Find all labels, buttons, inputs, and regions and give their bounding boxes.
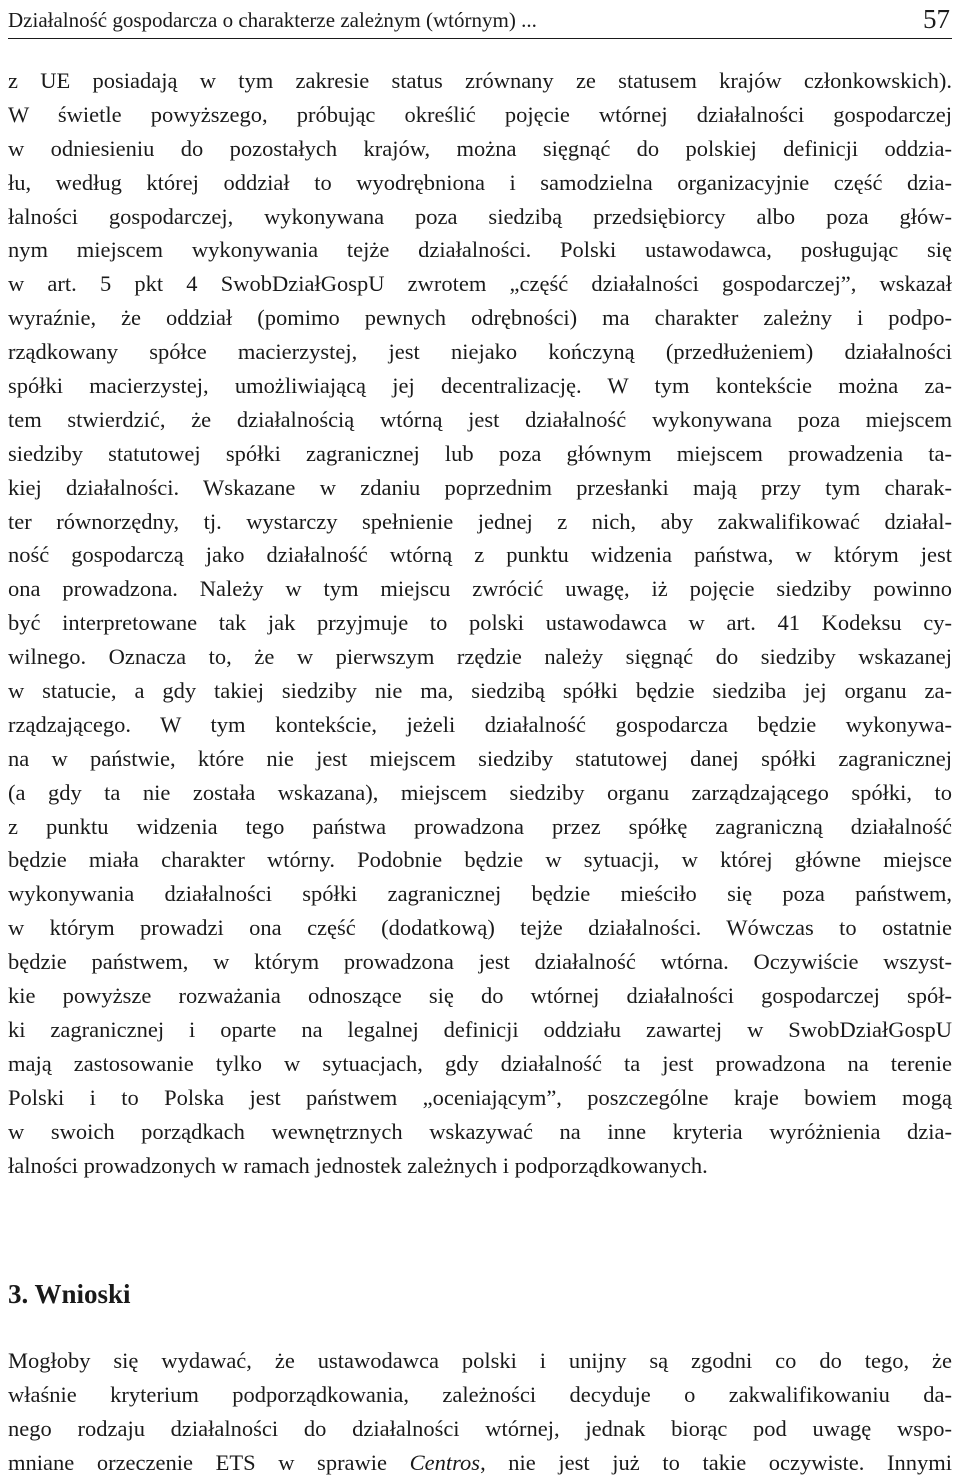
text-line: Mogłoby się wydawać, że ustawodawca polski i unijny są zgodni co do tego, że — [8, 1348, 952, 1373]
text-line: wykonywania działalności spółki zagranicznej będzie mieściło się poza państwem, — [8, 881, 952, 907]
text-line: w którym prowadzi ona część (dodatkową) tejże działalności. Wówczas to ostatnie — [8, 915, 952, 941]
running-header — [8, 4, 952, 39]
text-line: ona prowadzona. Należy w tym miejscu zwrócić uwagę, iż pojęcie siedziby powinno — [8, 576, 952, 602]
text-line: kie powyższe rozważania odnoszące się do wtórnej działalności gospodarczej spół- — [8, 983, 952, 1009]
text-line: będzie miała charakter wtórny. Podobnie będzie w sytuacji, w której główne miejsce — [8, 847, 952, 873]
running-header-title: Działalność gospodarcza o charakterze zależnym (wtórnym) ... — [8, 8, 537, 32]
text-line: w art. 5 pkt 4 SwobDziałGospU zwrotem „część działalności gospodarczej”, wskazał — [8, 271, 952, 297]
text-line: ki zagranicznej i oparte na legalnej definicji oddziału zawartej w SwobDziałGospU — [8, 1016, 952, 1042]
text-line: mają zastosowanie tylko w sytuacjach, gdy działalność ta jest prowadzona na terenie — [8, 1050, 952, 1076]
text-line: właśnie kryterium podporządkowania, zależności decyduje o zakwalifikowaniu da- — [8, 1382, 952, 1407]
text-line: (a gdy ta nie została wskazana), miejscem siedziby organu zarządzającego spółki, to — [8, 779, 952, 805]
text-line: tem stwierdzić, że działalnością wtórną jest działalność wykonywana poza miejscem — [8, 406, 952, 432]
text-line: rządkowany spółce macierzystej, jest niejako kończyną (przedłużeniem) działalności — [8, 339, 952, 365]
text-line: ność gospodarczą jako działalność wtórną z punktu widzenia państwa, w którym jest — [8, 542, 952, 568]
text-line: ter równorzędny, tj. wystarczy spełnienie jednej z nich, aby zakwalifikować działal- — [8, 508, 952, 534]
text-line: będzie państwem, w którym prowadzona jest działalność wtórna. Oczywiście wszyst- — [8, 949, 952, 975]
text-line: być interpretowane tak jak przyjmuje to polski ustawodawca w art. 41 Kodeksu cy- — [8, 610, 952, 636]
section-heading: 3. Wnioski — [8, 1279, 131, 1309]
text-fragment: mniane orzeczenie ETS w sprawie — [8, 1450, 410, 1475]
text-line: z UE posiadają w tym zakresie status zrównany ze statusem krajów członkowskich). — [8, 68, 952, 93]
text-line: rządzającego. W tym kontekście, jeżeli działalność gospodarcza będzie wykonywa- — [8, 711, 952, 737]
text-line: w swoich porządkach wewnętrznych wskazywać na inne kryteria wyróżnienia dzia- — [8, 1118, 952, 1144]
text-line: siedziby statutowej spółki zagranicznej lub poza głównym miejscem prowadzenia ta- — [8, 440, 952, 466]
conclusion-paragraph — [8, 1344, 952, 1480]
text-line: nego rodzaju działalności do działalności wtórnej, jednak biorąc pod uwagę wspo- — [8, 1416, 952, 1441]
text-fragment: , nie jest już to takie oczywiste. Innymi — [480, 1450, 952, 1475]
text-line: spółki macierzystej, umożliwiającą jej decentralizację. W tym kontekście można za- — [8, 373, 952, 399]
text-line — [8, 1446, 952, 1480]
text-line: wyraźnie, że oddział (pomimo pewnych odrębności) ma charakter zależny i podpo- — [8, 305, 952, 331]
text-line: łu, według której oddział to wyodrębniona i samodzielna organizacyjnie część dzia- — [8, 169, 952, 195]
page-number: 57 — [923, 4, 950, 34]
text-line: na w państwie, które nie jest miejscem siedziby statutowej danej spółki zagranicznej — [8, 745, 952, 771]
case-name: Centros — [409, 1450, 481, 1475]
text-line: z punktu widzenia tego państwa prowadzona przez spółkę zagraniczną działalność — [8, 813, 952, 839]
body-paragraph — [8, 64, 952, 1182]
text-line: łalności gospodarczej, wykonywana poza siedzibą przedsiębiorcy albo poza głów- — [8, 203, 952, 229]
text-line: w odniesieniu do pozostałych krajów, można sięgnąć do polskiej definicji oddzia- — [8, 135, 952, 161]
text-line: łalności prowadzonych w ramach jednostek zależnych i podporządkowanych. — [8, 1152, 708, 1178]
text-line: Polski i to Polska jest państwem „oceniającym”, poszczególne kraje bowiem mogą — [8, 1084, 952, 1110]
text-line: W świetle powyższego, próbując określić pojęcie wtórnej działalności gospodarczej — [8, 101, 952, 127]
text-line: kiej działalności. Wskazane w zdaniu poprzednim przesłanki mają przy tym charak- — [8, 474, 952, 500]
text-line: nym miejscem wykonywania tejże działalności. Polski ustawodawca, posługując się — [8, 237, 952, 263]
text-line: wilnego. Oznacza to, że w pierwszym rzędzie należy sięgnąć do siedziby wskazanej — [8, 644, 952, 670]
text-line: w statucie, a gdy takiej siedziby nie ma, siedzibą spółki będzie siedziba jej organu za- — [8, 678, 952, 704]
